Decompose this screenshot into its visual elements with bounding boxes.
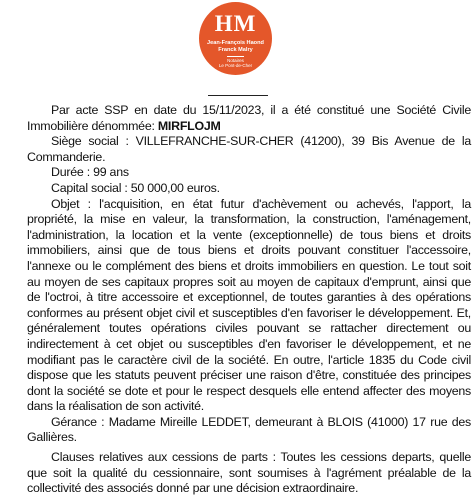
- notary-logo: [199, 2, 272, 75]
- logo-name-line-1: Jean-François Haond: [207, 40, 264, 46]
- logo-name-line-2: Franck Malry: [218, 46, 253, 53]
- logo-sub-line-2: Le Pont-de-Cher: [218, 63, 253, 68]
- notice-clauses: Clauses relatives aux cessions de parts : Toutes les cessions departs, quelle que soit la qualité du cessionnaire, sont soumises à l'agrément préalable de la collectivité des associés donné par une décision extraordinaire.: [27, 450, 471, 496]
- intro-text: Par acte SSP en date du 15/11/2023, il a été constitué une Société Civile Immobilière dénommée:: [27, 103, 471, 133]
- logo-monogram: HM: [214, 11, 257, 36]
- notice-duree: Durée : 99 ans: [51, 165, 129, 180]
- notice-gerance: Gérance : Madame Mireille LEDDET, demeurant à BLOIS (41000) 17 rue des Gallières.: [27, 414, 471, 445]
- notice-siege: Siège social : VILLEFRANCHE-SUR-CHER (41200), 39 Bis Avenue de la Commanderie.: [27, 134, 471, 164]
- logo-sub-line-1: Notaires: [227, 58, 244, 63]
- notice-capital: Capital social : 50 000,00 euros.: [51, 180, 220, 195]
- notice-intro: [27, 103, 471, 134]
- logo-subtitle: [199, 58, 272, 68]
- legal-notice: [27, 103, 471, 497]
- logo-divider: [227, 56, 244, 57]
- logo-notary-names: [199, 40, 272, 53]
- notice-objet: Objet : l'acquisition, en état futur d'achèvement ou achevés, l'apport, la propriété, la mise en valeur, la transformation, la construction, l'aménagement, l'administration, la location et la vente (exceptionnelle) de tous biens et droits immobiliers, ainsi que de tous biens et droits pouvant constituer l'accessoire, l'annexe ou le complément des biens et droits immobiliers en question. Le tout soit au moyen de ses capitaux propres soit au moyen de capitaux d'emprunt, ainsi que de l'octroi, à titre accessoire et exceptionnel, de toutes garanties à des opérations conformes au présent objet civil et susceptibles d'en favoriser le développement. Et, généralement toutes opérations civiles pouvant se rattacher directement ou indirectement à cet objet ou susceptibles d'en favoriser le développement, et ne modifiant pas le caractère civil de la société. En outre, l'article 1835 du Code civil dispose que les statuts peuvent préciser une raison d'être, constituée des principes dont la société se dote et pour le respect desquels elle entend affecter des moyens dans la réalisation de son activité.: [27, 196, 471, 414]
- header-divider: [208, 95, 268, 96]
- company-name: MIRFLOJM: [157, 118, 221, 133]
